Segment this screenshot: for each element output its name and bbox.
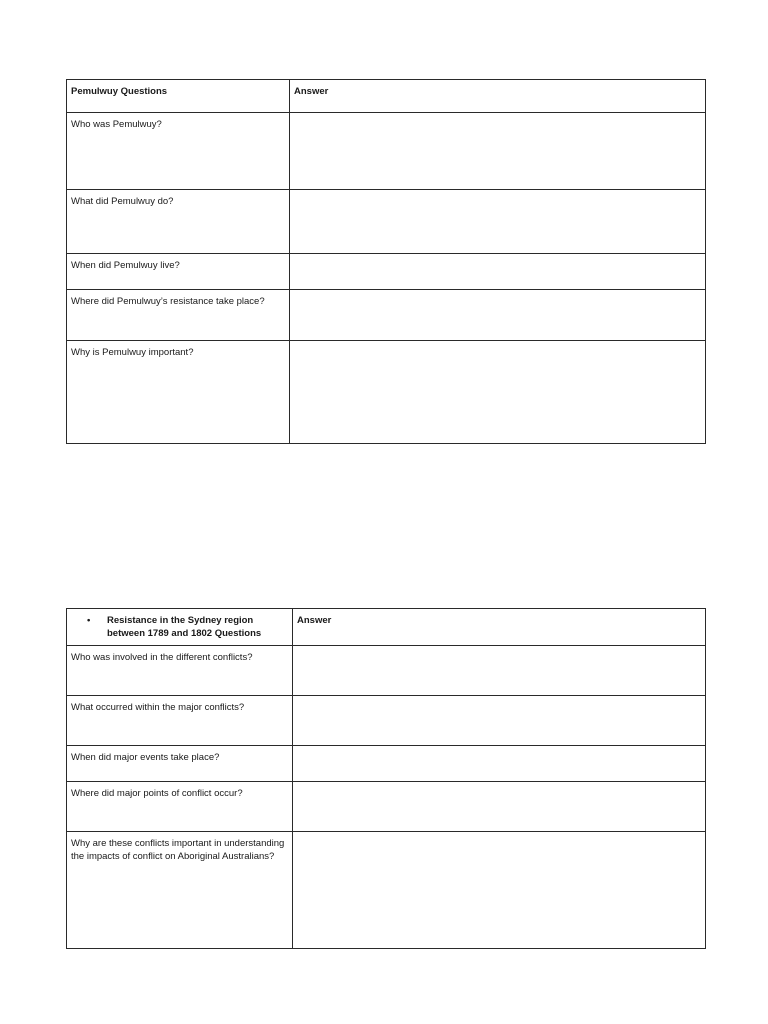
table-row [67, 696, 706, 746]
question-cell: Where did major points of conflict occur? [67, 782, 293, 832]
answer-cell[interactable] [293, 746, 706, 782]
pemulwuy-questions-table [66, 79, 706, 444]
question-cell: Who was Pemulwuy? [67, 113, 290, 190]
answer-cell[interactable] [290, 190, 706, 254]
table-row [67, 746, 706, 782]
questions-column-header [67, 609, 293, 646]
answer-cell[interactable] [290, 113, 706, 190]
question-cell: When did Pemulwuy live? [67, 254, 290, 290]
sydney-resistance-questions-table [66, 608, 706, 949]
answer-cell[interactable] [290, 254, 706, 290]
answer-cell[interactable] [290, 290, 706, 341]
table-header-row [67, 80, 706, 113]
answer-cell[interactable] [293, 646, 706, 696]
table-row [67, 832, 706, 949]
table-row [67, 113, 706, 190]
table-row [67, 646, 706, 696]
answer-cell[interactable] [293, 696, 706, 746]
table-row [67, 341, 706, 444]
table-row [67, 190, 706, 254]
answer-cell[interactable] [290, 341, 706, 444]
questions-column-header: Pemulwuy Questions [67, 80, 290, 113]
question-cell: Why are these conflicts important in understanding the impacts of conflict on Aboriginal Australians? [67, 832, 293, 949]
questions-column-title: Resistance in the Sydney region between 1789 and 1802 Questions [107, 615, 262, 639]
question-cell: What did Pemulwuy do? [67, 190, 290, 254]
question-cell: Where did Pemulwuy’s resistance take place? [67, 290, 290, 341]
answer-cell[interactable] [293, 832, 706, 949]
question-cell: When did major events take place? [67, 746, 293, 782]
question-cell: Why is Pemulwuy important? [67, 341, 290, 444]
question-cell: Who was involved in the different conflicts? [67, 646, 293, 696]
bullet-icon: • [87, 615, 91, 626]
table-row [67, 782, 706, 832]
answer-cell[interactable] [293, 782, 706, 832]
question-cell: What occurred within the major conflicts? [67, 696, 293, 746]
table-header-row [67, 609, 706, 646]
table-row [67, 254, 706, 290]
table-row [67, 290, 706, 341]
answer-column-header: Answer [290, 80, 706, 113]
answer-column-header: Answer [293, 609, 706, 646]
bulleted-heading [71, 614, 288, 640]
